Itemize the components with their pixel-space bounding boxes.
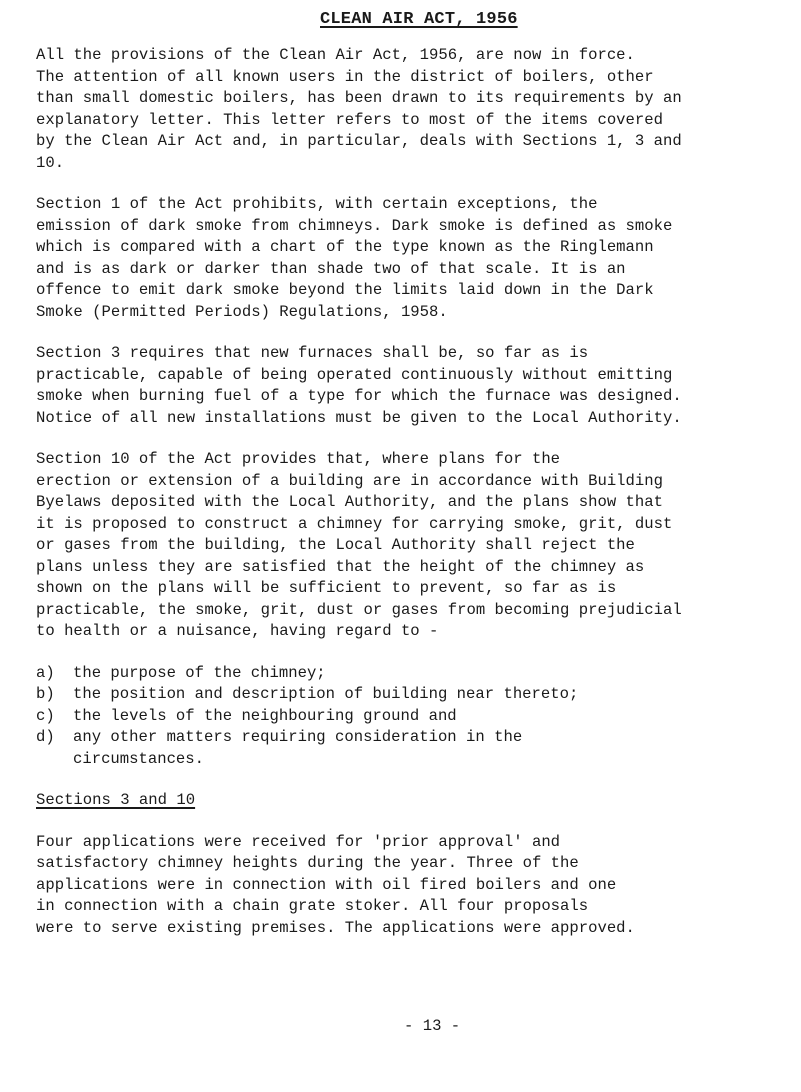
list-item-text: any other matters requiring consideration in the circumstances. (73, 728, 523, 768)
text-line: offence to emit dark smoke beyond the limits laid down in the Dark (36, 281, 654, 299)
paragraph (36, 45, 776, 174)
final-paragraph (36, 832, 776, 940)
text-line: shown on the plans will be sufficient to prevent, so far as is (36, 579, 617, 597)
section-subheading: Sections 3 and 10 (36, 791, 196, 809)
text-line: emission of dark smoke from chimneys. Dark smoke is defined as smoke (36, 216, 673, 235)
document-body (36, 45, 776, 959)
list-marker: b) (36, 685, 55, 703)
text-line: by the Clean Air Act and, in particular, deals with Sections 1, 3 and (36, 132, 682, 150)
list-marker: a) (36, 663, 55, 682)
list-item-text: the position and description of building near thereto; (73, 685, 579, 703)
list-item-text: the levels of the neighbouring ground and (73, 706, 457, 725)
list-marker: d) (36, 728, 55, 746)
list-item (36, 727, 776, 770)
page-title: CLEAN AIR ACT, 1956 (320, 10, 518, 29)
text-line: were to serve existing premises. The applications were approved. (36, 918, 635, 937)
text-line: Section 10 of the Act provides that, where plans for the (36, 450, 561, 468)
list-item (36, 706, 776, 728)
text-line: Notice of all new installations must be given to the Local Authority. (36, 408, 682, 427)
text-line: Section 3 requires that new furnaces shall be, so far as is (36, 344, 589, 362)
paragraph-group (36, 45, 776, 643)
text-line: satisfactory chimney heights during the year. Three of the (36, 854, 579, 872)
text-line: than small domestic boilers, has been drawn to its requirements by an (36, 89, 682, 107)
text-line: plans unless they are satisfied that the height of the chimney as (36, 557, 645, 576)
text-line: erection or extension of a building are in accordance with Building (36, 471, 663, 490)
text-line: The attention of all known users in the district of boilers, other (36, 67, 654, 86)
text-line: which is compared with a chart of the type known as the Ringlemann (36, 238, 654, 256)
text-line: to health or a nuisance, having regard to - (36, 622, 439, 640)
text-line: Four applications were received for 'prior approval' and (36, 832, 561, 851)
list-item-text: the purpose of the chimney; (73, 663, 326, 682)
text-line: smoke when burning fuel of a type for which the furnace was designed. (36, 387, 682, 405)
text-line: or gases from the building, the Local Authority shall reject the (36, 536, 635, 554)
list-marker: c) (36, 706, 55, 725)
text-line: explanatory letter. This letter refers to most of the items covered (36, 110, 663, 129)
text-line: Byelaws deposited with the Local Authority, and the plans show that (36, 493, 663, 511)
text-line: it is proposed to construct a chimney for carrying smoke, grit, dust (36, 514, 673, 533)
text-line: practicable, the smoke, grit, dust or gases from becoming prejudicial (36, 600, 682, 619)
text-line: All the provisions of the Clean Air Act, 1956, are now in force. (36, 46, 635, 64)
text-line: and is as dark or darker than shade two of that scale. It is an (36, 259, 626, 278)
text-line: 10. (36, 153, 65, 172)
paragraph (36, 194, 776, 323)
text-line: applications were in connection with oil fired boilers and one (36, 875, 617, 894)
paragraph (36, 449, 776, 643)
list-item (36, 663, 776, 685)
list-item (36, 684, 776, 706)
text-line: in connection with a chain grate stoker. All four proposals (36, 897, 589, 915)
text-line: practicable, capable of being operated continuously without emitting (36, 365, 673, 384)
text-line: Smoke (Permitted Periods) Regulations, 1958. (36, 302, 448, 321)
considerations-list (36, 663, 776, 771)
paragraph (36, 343, 776, 429)
page-number: - 13 - (404, 1017, 461, 1035)
text-line: Section 1 of the Act prohibits, with certain exceptions, the (36, 195, 598, 213)
